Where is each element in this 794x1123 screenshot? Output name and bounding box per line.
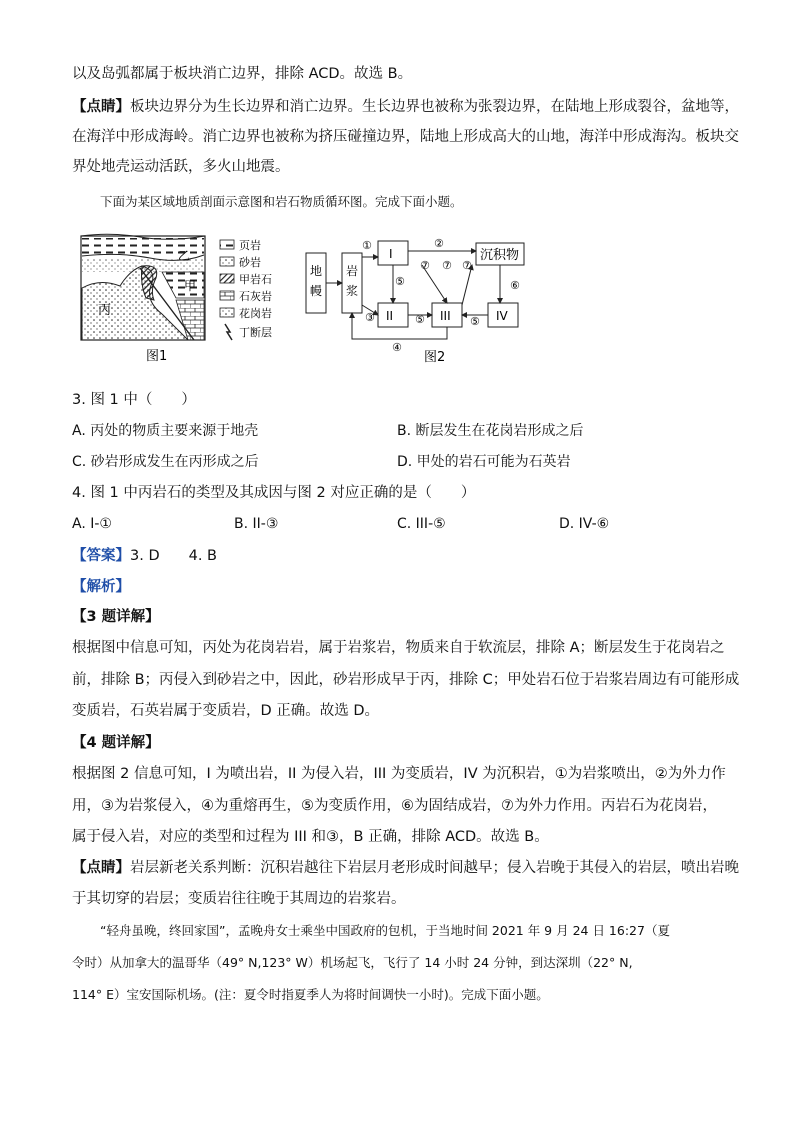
q3-option-c: C. 砂岩形成发生在丙形成之后 — [72, 454, 259, 470]
intro2-line: 令时）从加拿大的温哥华（49° N,123° W）机场起飞，飞行了 14 小时 24 分钟，到达深圳（22° N, — [72, 955, 633, 970]
arrow-5c: ⑤ — [470, 315, 480, 328]
section-intro: 下面为某区域地质剖面示意图和岩石物质循环图。完成下面小题。 — [100, 194, 463, 209]
tip2-text: 岩层新老关系判断：沉积岩越往下岩层月老形成时间越早；侵入岩晚于其侵入的岩层，喷出岩晚 — [130, 860, 739, 876]
legend-shale: 页岩 — [239, 239, 261, 252]
tip-line — [72, 858, 739, 878]
legend-granite: 花岗岩 — [239, 307, 272, 320]
answer-text: 3. D 4. B — [130, 548, 217, 564]
box-I: I — [389, 247, 393, 261]
arrow-3: ③ — [365, 311, 375, 324]
arrow-4: ④ — [392, 341, 402, 354]
arrow-7b: ⑦ — [442, 259, 452, 272]
intro2-line: 114° E）宝安国际机场。(注：夏令时指夏季人为将时间调快一小时)。完成下面小题。 — [72, 987, 549, 1002]
legend-jia: 甲岩石 — [239, 273, 272, 286]
q3-option-d: D. 甲处的岩石可能为石英岩 — [397, 454, 571, 470]
arrow-6: ⑥ — [510, 279, 520, 292]
box-III: III — [440, 309, 451, 323]
figure-2-caption: 图2 — [424, 350, 446, 365]
detail-4-line: 用，③为岩浆侵入，④为重熔再生，⑤为变质作用，⑥为固结成岩，⑦为外力作用。丙岩石为花岗岩， — [72, 798, 717, 814]
figure-1 — [80, 228, 295, 368]
magma-label-2: 浆 — [346, 284, 359, 298]
q4-stem: 4. 图 1 中丙岩石的类型及其成因与图 2 对应正确的是（ ） — [72, 485, 476, 501]
q3-stem: 3. 图 1 中（ ） — [72, 392, 196, 408]
q4-option-a: A. I-① — [72, 516, 112, 532]
answer-line — [72, 546, 217, 566]
detail-3-line: 前，排除 B；丙侵入到砂岩之中，因此，砂岩形成早于丙，排除 C；甲处岩石位于岩浆岩周边有可能形成 — [72, 672, 740, 688]
analysis-tag: 【解析】 — [72, 579, 130, 595]
box-II: II — [386, 309, 394, 323]
detail-3-line: 变质岩，石英岩属于变质岩，D 正确。故选 D。 — [72, 703, 380, 719]
q4-option-c: C. III-⑤ — [397, 516, 446, 532]
text-line: 在海洋中形成海岭。消亡边界也被称为挤压碰撞边界，陆地上形成高大的山地，海洋中形成海沟。板块交 — [72, 129, 739, 145]
magma-label-1: 岩 — [346, 264, 359, 278]
detail-4-title: 【4 题详解】 — [72, 735, 160, 751]
figure-2 — [302, 235, 542, 365]
detail-3-title: 【3 题详解】 — [72, 609, 160, 625]
label-yi: 乙 — [178, 249, 191, 263]
arrow-2: ② — [434, 237, 444, 250]
arrow-7a: ⑦ — [420, 259, 430, 272]
box-sediment: 沉积物 — [480, 248, 520, 263]
mantle-label-1: 地 — [310, 264, 323, 278]
tip-line: 于其切穿的岩层；变质岩往往晚于其周边的岩浆岩。 — [72, 891, 406, 907]
legend-limestone: 石灰岩 — [239, 290, 272, 303]
label-jia: 甲 — [184, 279, 197, 293]
intro2-line: “轻舟虽晚，终回家国”，孟晚舟女士乘坐中国政府的包机，于当地时间 2021 年 9 月 24 日 16:27（夏 — [100, 923, 670, 938]
q4-option-d: D. IV-⑥ — [559, 516, 610, 532]
answer-tag: 【答案】 — [72, 548, 130, 564]
arrow-5a: ⑤ — [395, 275, 405, 288]
detail-4-line: 属于侵入岩，对应的类型和过程为 III 和③，B 正确，排除 ACD。故选 B。 — [72, 829, 549, 845]
arrow-5b: ⑤ — [415, 313, 425, 326]
q3-option-b: B. 断层发生在花岗岩形成之后 — [397, 423, 584, 439]
mantle-label-2: 幔 — [310, 284, 323, 298]
text-line: 界处地壳运动活跃，多火山地震。 — [72, 159, 290, 175]
label-bing: 丙 — [98, 303, 112, 318]
q4-option-b: B. II-③ — [234, 516, 279, 532]
text-line: 以及岛弧都属于板块消亡边界，排除 ACD。故选 B。 — [72, 66, 413, 82]
tip-text: 板块边界分为生长边界和消亡边界。生长边界也被称为张裂边界，在陆地上形成裂谷，盆地等， — [130, 99, 739, 115]
box-IV: IV — [496, 309, 508, 323]
arrow-7c: ⑦ — [462, 259, 472, 272]
text-line — [72, 97, 739, 117]
tip2-tag: 【点睛】 — [72, 860, 130, 876]
arrow-1: ① — [362, 239, 372, 252]
detail-3-line: 根据图中信息可知，丙处为花岗岩岩，属于岩浆岩，物质来自于软流层，排除 A；断层发生于花岗岩之 — [72, 640, 725, 656]
figure-1-caption: 图1 — [146, 349, 168, 364]
legend-fault: 丁断层 — [239, 326, 272, 339]
detail-4-line: 根据图 2 信息可知，I 为喷出岩，II 为侵入岩，III 为变质岩，IV 为沉积岩，①为岩浆喷出，②为外力作 — [72, 766, 726, 782]
tip-tag: 【点睛】 — [72, 99, 130, 115]
legend-sandstone: 砂岩 — [239, 256, 261, 269]
q3-option-a: A. 丙处的物质主要来源于地壳 — [72, 423, 259, 439]
